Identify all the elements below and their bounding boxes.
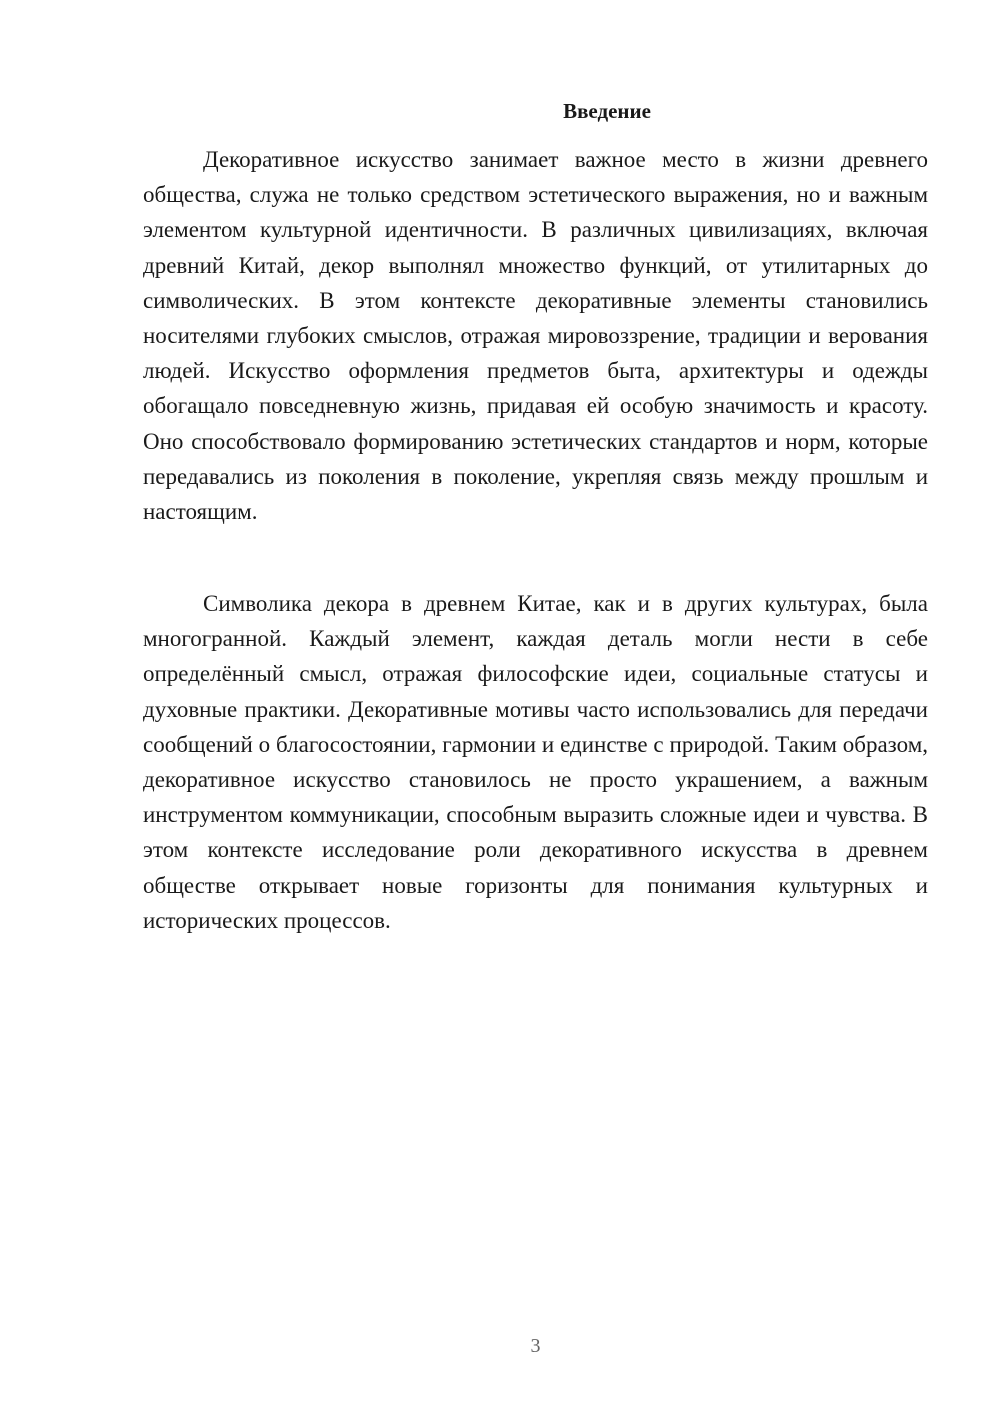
paragraph-2: Символика декора в древнем Китае, как и в других культурах, была многогранной. Каждый элемент, каждая деталь могли нести в себе определённый смысл, отражая философские идеи, социальные статусы и духовные практики. Декоративные мотивы часто использовались для передачи сообщений о благосостоянии, гармонии и единстве с природой. Таким образом, декоративное искусство становилось не просто украшением, а важным инструментом коммуникации, способным выразить сложные идеи и чувства. В этом контексте исследование роли декоративного искусства в древнем обществе открывает новые горизонты для понимания культурных и исторических процессов.	[143, 591, 928, 933]
section-title: Введение	[563, 99, 651, 123]
page-number: 3	[530, 1335, 541, 1357]
paragraph-1: Декоративное искусство занимает важное место в жизни древнего общества, служа не только средством эстетического выражения, но и важным элементом культурной идентичности. В различных цивилизациях, включая древний Китай, декор выполнял множество функций, от утилитарных до символических. В этом контексте декоративные элементы становились носителями глубоких смыслов, отражая мировоззрение, традиции и верования людей. Искусство оформления предметов быта, архитектуры и одежды обогащало повседневную жизнь, придавая ей особую значимость и красоту. Оно способствовало формированию эстетических стандартов и норм, которые передавались из поколения в поколение, укрепляя связь между прошлым и настоящим.	[143, 147, 928, 525]
